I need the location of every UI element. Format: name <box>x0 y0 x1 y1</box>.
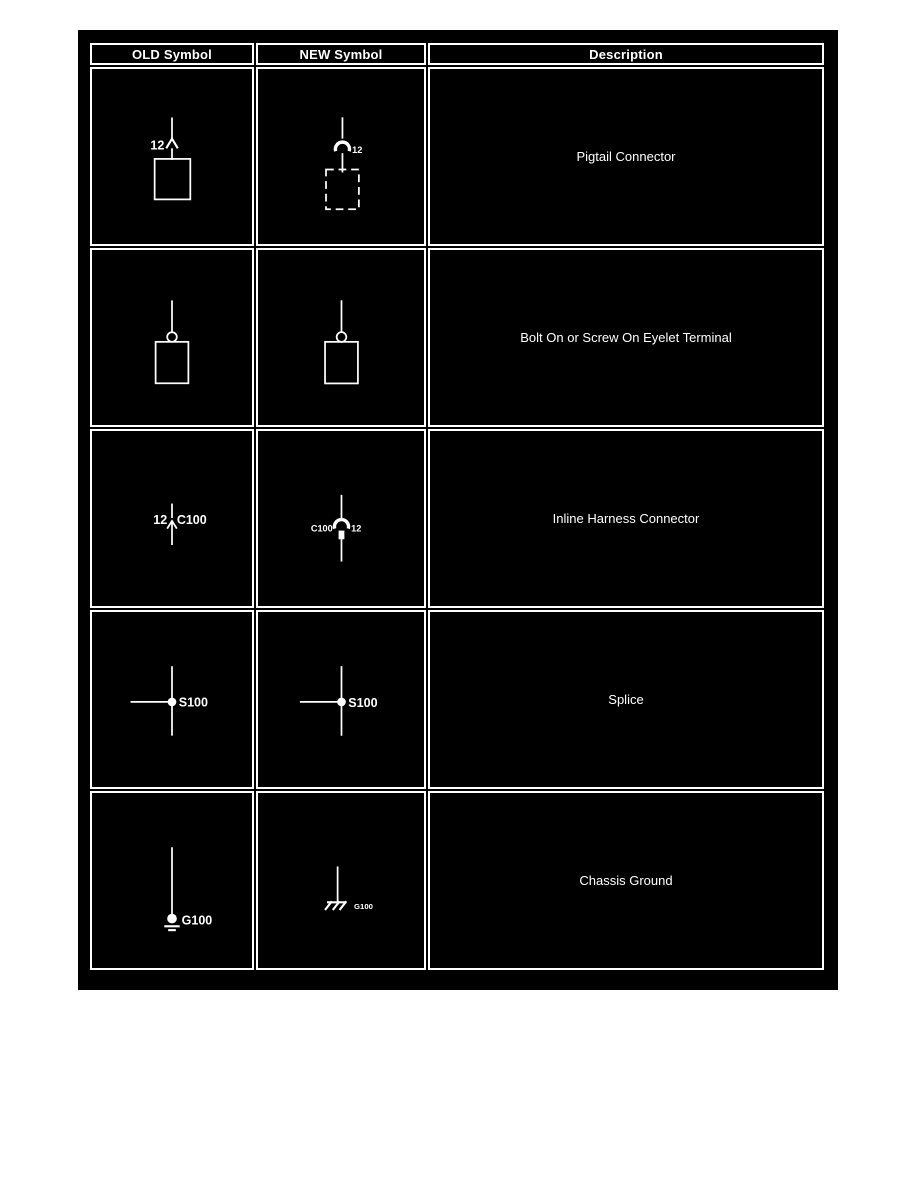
splice-dot-icon <box>337 698 346 707</box>
description-cell: Pigtail Connector <box>428 67 824 246</box>
description-cell: Inline Harness Connector <box>428 429 824 608</box>
ground-label: G100 <box>181 913 213 928</box>
table-row-splice <box>90 610 824 789</box>
new-symbol-cell-inline <box>256 429 426 608</box>
eyelet-terminal-old-symbol <box>92 250 252 425</box>
splice-dot-icon <box>168 698 177 707</box>
table-row-eyelet-terminal <box>90 248 824 427</box>
table-row-chassis-ground <box>90 791 824 970</box>
component-box <box>325 342 358 384</box>
connector-box <box>155 159 191 199</box>
circuit-label: 12 <box>150 138 165 153</box>
arrowhead-icon <box>166 139 178 149</box>
splice-new-symbol <box>258 612 424 787</box>
chassis-ground-old-symbol <box>92 793 252 968</box>
header-row <box>90 43 824 65</box>
ground-dot-icon <box>167 914 177 924</box>
symbol-legend-panel <box>78 30 838 990</box>
old-symbol-cell-splice <box>90 610 254 789</box>
new-symbol-cell-ground <box>256 791 426 970</box>
old-symbol-cell-pigtail <box>90 67 254 246</box>
table-row-inline-harness-connector <box>90 429 824 608</box>
description-cell: Splice <box>428 610 824 789</box>
pigtail-connector-old-symbol <box>92 69 252 244</box>
chassis-ground-new-symbol <box>258 793 424 968</box>
inline-harness-connector-old-symbol <box>92 431 252 606</box>
splice-label: S100 <box>178 695 208 710</box>
terminal-block-icon <box>339 531 345 540</box>
splice-label: S100 <box>348 695 378 710</box>
connector-label: C100 <box>310 523 333 534</box>
circuit-label: 12 <box>351 523 362 534</box>
eyelet-ring-icon <box>337 332 347 342</box>
table-row-pigtail-connector <box>90 67 824 246</box>
circuit-label: 12 <box>352 145 363 156</box>
eyelet-ring-icon <box>167 332 177 342</box>
header-description: Description <box>428 43 824 65</box>
new-symbol-cell-splice <box>256 610 426 789</box>
connector-label: C100 <box>176 512 207 527</box>
new-symbol-cell-pigtail <box>256 67 426 246</box>
dashed-connector-box <box>326 170 359 210</box>
new-symbol-cell-eyelet <box>256 248 426 427</box>
symbol-legend-table <box>88 41 826 972</box>
terminal-arc-icon <box>334 520 348 529</box>
component-box <box>156 342 189 383</box>
ground-label: G100 <box>354 902 373 912</box>
splice-old-symbol <box>92 612 252 787</box>
pigtail-connector-new-symbol <box>258 69 424 244</box>
circuit-label: 12 <box>153 512 168 527</box>
old-symbol-cell-ground <box>90 791 254 970</box>
inline-harness-connector-new-symbol <box>258 431 424 606</box>
description-cell: Chassis Ground <box>428 791 824 970</box>
old-symbol-cell-eyelet <box>90 248 254 427</box>
eyelet-terminal-new-symbol <box>258 250 424 425</box>
old-symbol-cell-inline <box>90 429 254 608</box>
terminal-arc-icon <box>335 142 349 151</box>
header-old-symbol: OLD Symbol <box>90 43 254 65</box>
description-cell: Bolt On or Screw On Eyelet Terminal <box>428 248 824 427</box>
header-new-symbol: NEW Symbol <box>256 43 426 65</box>
